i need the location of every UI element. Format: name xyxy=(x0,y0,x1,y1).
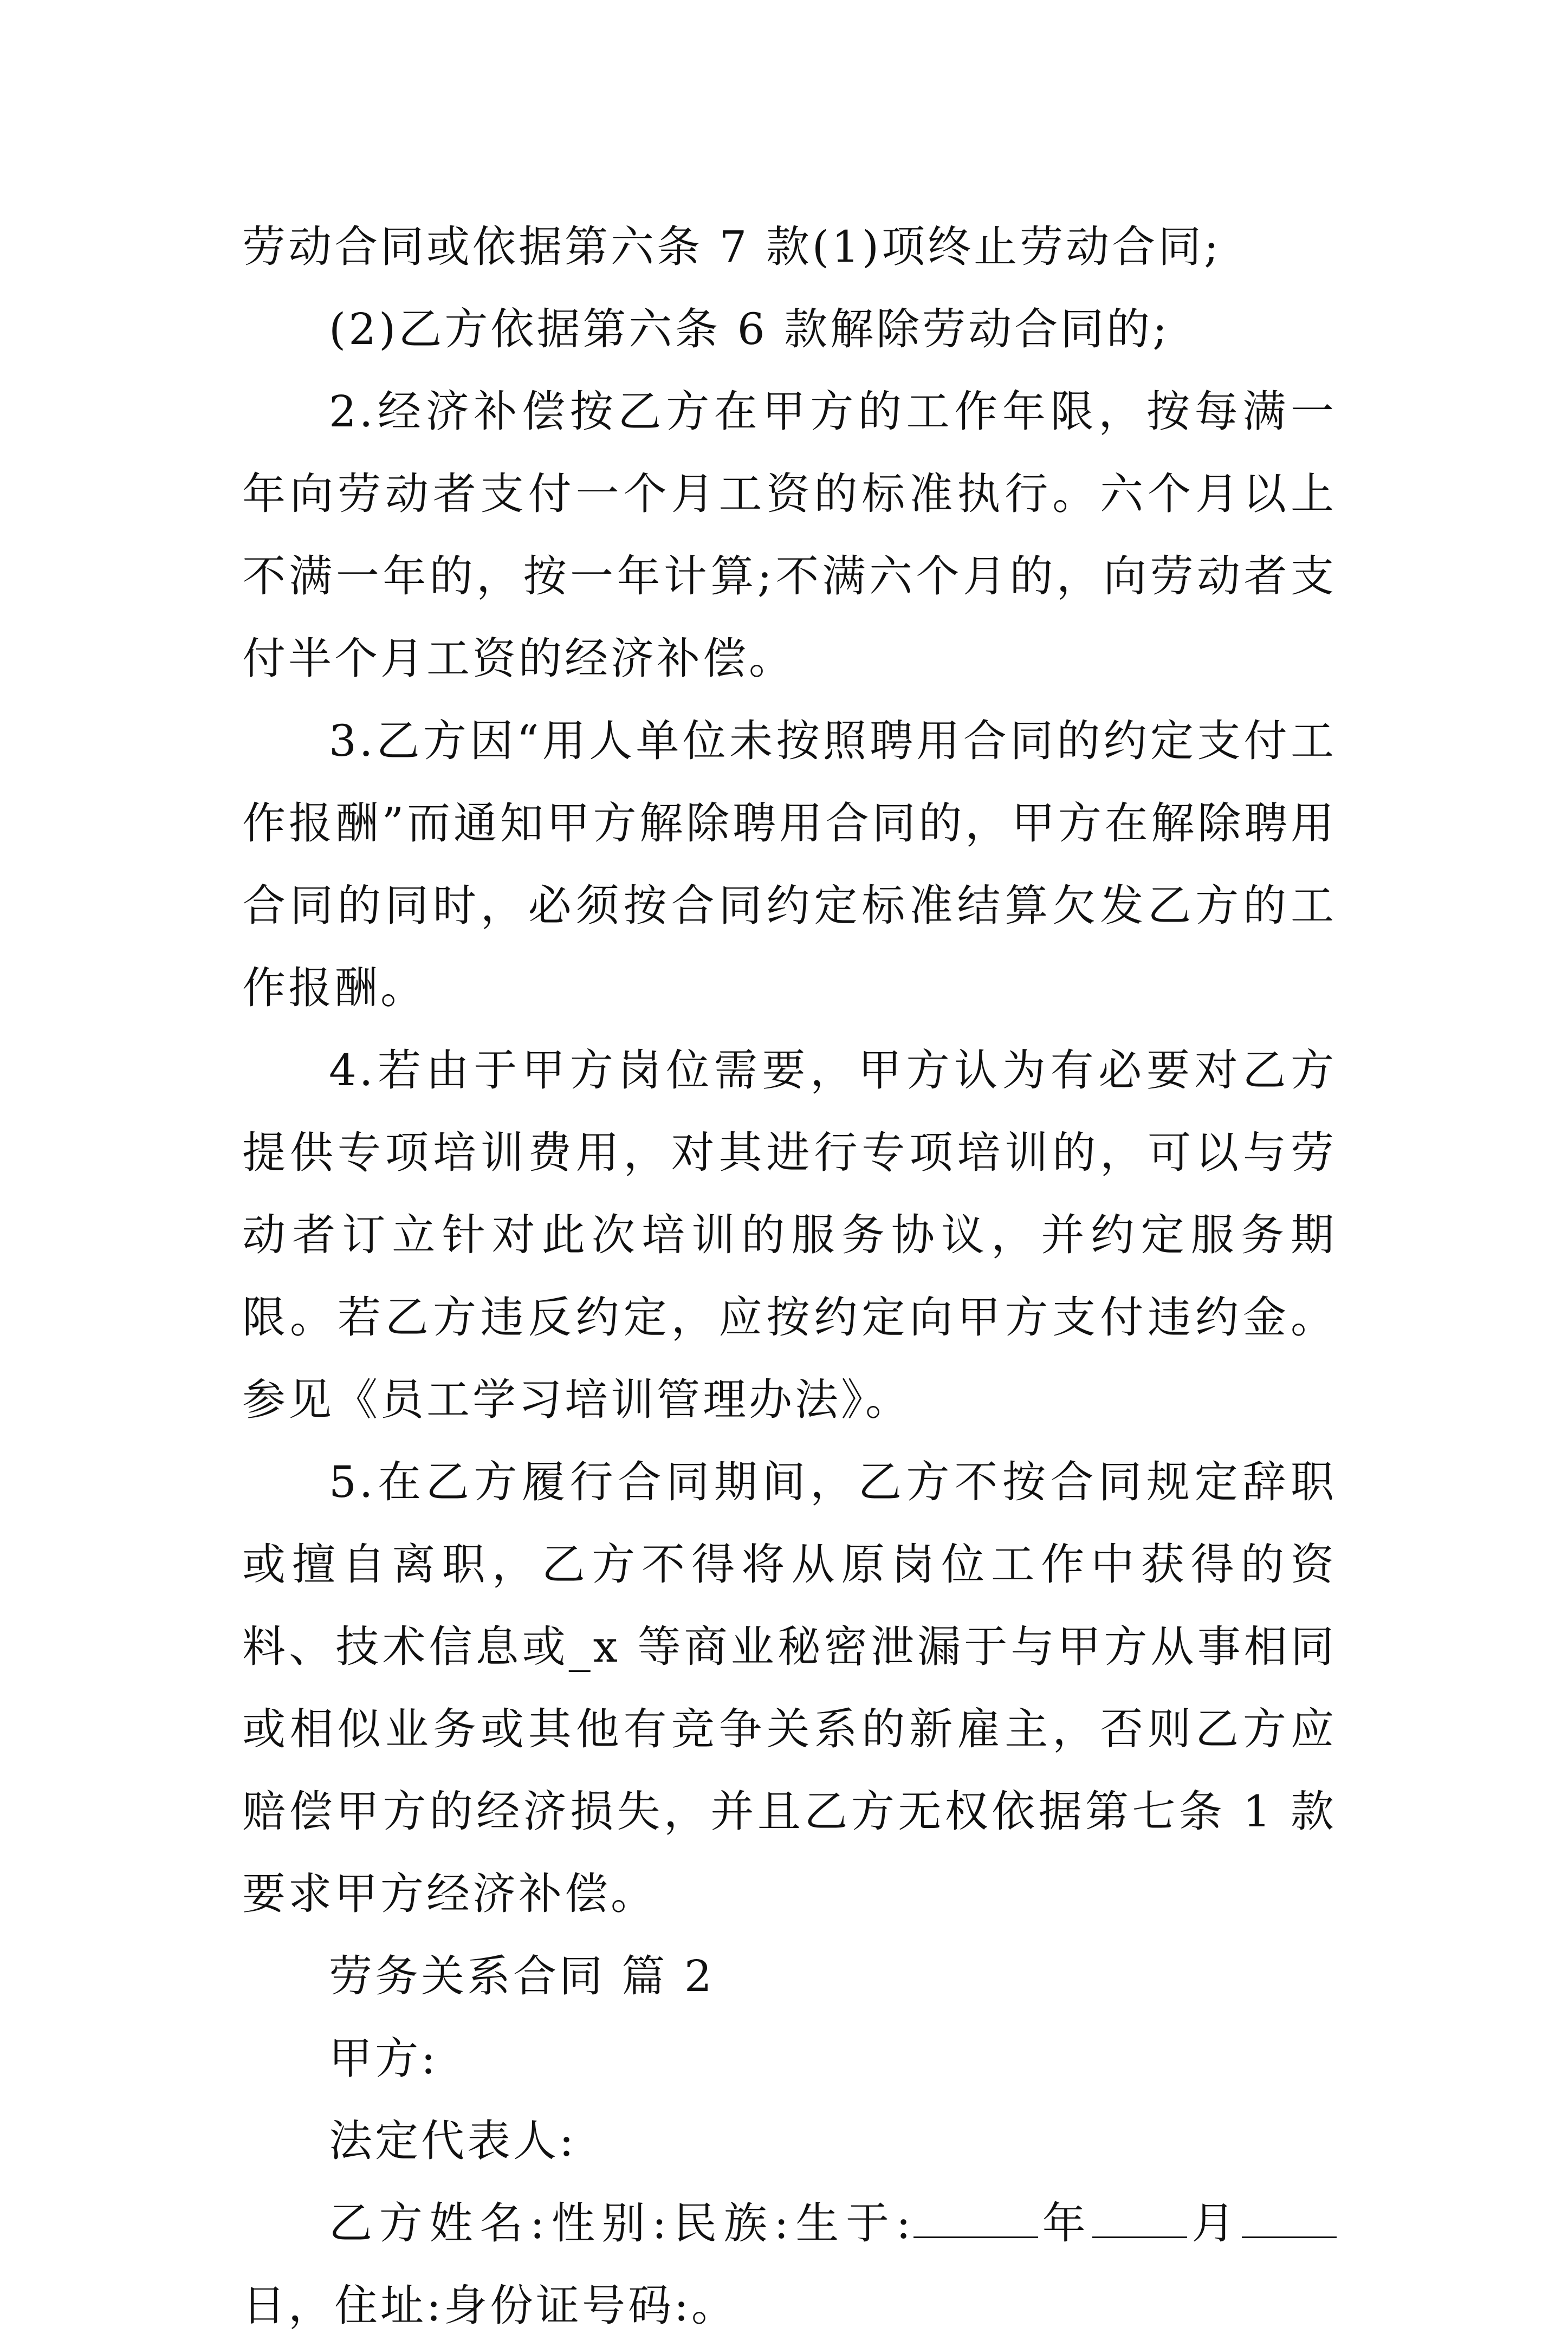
paragraph-special-training: 4.若由于甲方岗位需要，甲方认为有必要对乙方提供专项培训费用，对其进行专项培训的，可以与劳动者订立针对此次培训的服务协议，并约定服务期限。若乙方违反约定，应按约定向甲方支付违约金。参见《员工学习培训管理办法》。 xyxy=(242,1045,1337,1425)
paragraph-economic-compensation: 2.经济补偿按乙方在甲方的工作年限，按每满一年向劳动者支付一个月工资的标准执行。六个月以上不满一年的，按一年计算;不满六个月的，向劳动者支付半个月工资的经济补偿。 xyxy=(242,386,1337,684)
birth-year-blank xyxy=(913,2195,1038,2238)
legal-representative-label: 法定代表人: xyxy=(329,2116,576,2166)
paragraph-clause-2: (2)乙方依据第六条 6 款解除劳动合同的; xyxy=(329,304,1170,354)
document-body xyxy=(242,206,1337,2347)
paragraph-trade-secrets: 5.在乙方履行合同期间，乙方不按合同规定辞职或擅自离职，乙方不得将从原岗位工作中获得的资料、技术信息或_x 等商业秘密泄漏于与甲方从事相同或相似业务或其他有竞争关系的新雇主，否则乙方应赔偿甲方的经济损失，并且乙方无权依据第七条 1 款要求甲方经济补偿。 xyxy=(242,1457,1337,1919)
paragraph-contract-termination: 劳动合同或依据第六条 7 款(1)项终止劳动合同; xyxy=(242,222,1222,272)
month-label: 月 xyxy=(1187,2198,1242,2248)
address-id-label: 住址:身份证号码:。 xyxy=(334,2280,737,2331)
party-b-fields-label: 乙方姓名:性别:民族:生于: xyxy=(329,2198,913,2248)
day-label: 日， xyxy=(242,2280,334,2331)
birth-day-blank xyxy=(1242,2195,1337,2238)
birth-month-blank xyxy=(1092,2195,1187,2238)
paragraph-unpaid-remuneration: 3.乙方因“用人单位未按照聘用合同的约定支付工作报酬”而通知甲方解除聘用合同的，甲方在解除聘用合同的同时，必须按合同约定标准结算欠发乙方的工作报酬。 xyxy=(242,716,1337,1013)
year-label: 年 xyxy=(1038,2198,1093,2248)
party-b-info-line xyxy=(242,2182,1337,2347)
section-title-contract-2: 劳务关系合同 篇 2 xyxy=(329,1951,715,2001)
party-a-label: 甲方: xyxy=(329,2033,438,2084)
